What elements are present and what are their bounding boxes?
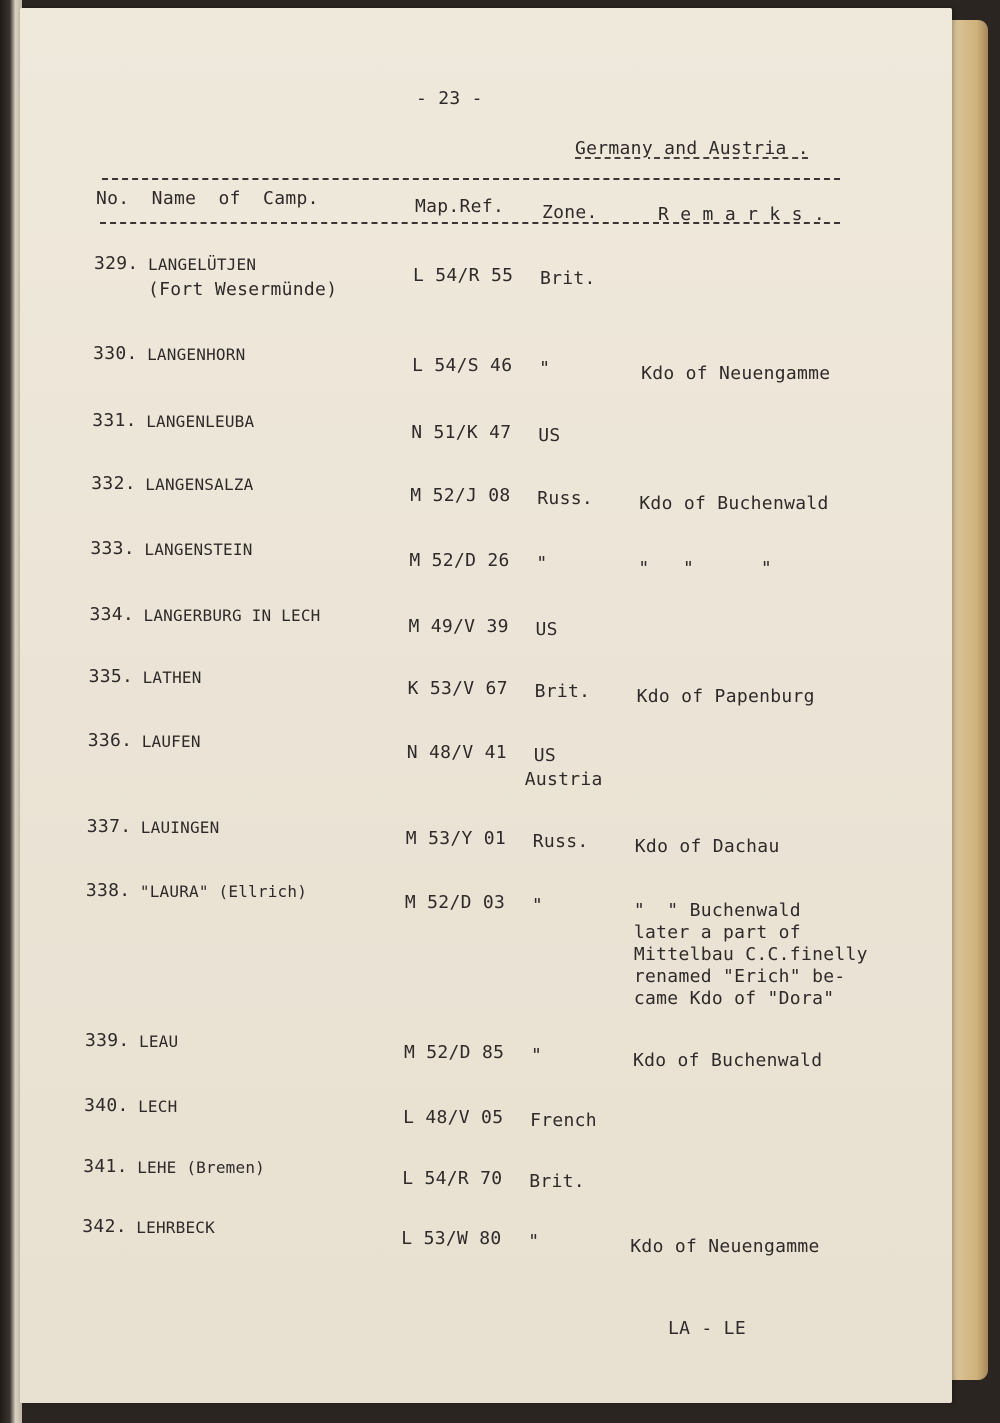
row-number: 331. bbox=[92, 410, 137, 431]
zone: US bbox=[535, 619, 558, 640]
zone: " bbox=[528, 1231, 540, 1252]
divider-top bbox=[102, 178, 840, 180]
camp-name: LATHEN bbox=[142, 668, 202, 687]
row-number: 342. bbox=[82, 1216, 127, 1237]
camp-name: LEAU bbox=[139, 1032, 179, 1051]
book-binding bbox=[0, 0, 22, 1423]
map-reference: M 52/D 85 bbox=[404, 1042, 505, 1063]
zone: Russ. bbox=[532, 831, 589, 852]
page-number: - 23 - bbox=[416, 88, 483, 109]
remark-line: Kdo of Buchenwald bbox=[633, 1050, 823, 1071]
map-reference: L 54/R 55 bbox=[413, 265, 514, 286]
row-number: 340. bbox=[84, 1095, 129, 1116]
row-number: 333. bbox=[90, 538, 135, 559]
map-reference: M 52/D 26 bbox=[409, 550, 510, 571]
column-header-name: No. Name of Camp. bbox=[96, 188, 319, 209]
remark-line: renamed "Erich" be- bbox=[633, 966, 846, 987]
zone: US bbox=[538, 425, 561, 446]
row-number: 329. bbox=[94, 253, 139, 274]
map-reference: K 53/V 67 bbox=[407, 678, 508, 699]
remark-line: came Kdo of "Dora" bbox=[633, 988, 835, 1009]
row-number: 332. bbox=[91, 473, 136, 494]
zone: " bbox=[536, 553, 548, 574]
row-number: 341. bbox=[83, 1156, 128, 1177]
map-reference: M 49/V 39 bbox=[408, 616, 509, 637]
zone: " bbox=[531, 895, 544, 916]
camp-name: LANGENLEUBA bbox=[146, 412, 255, 431]
map-reference: N 51/K 47 bbox=[411, 422, 512, 443]
region-heading: Germany and Austria . bbox=[575, 138, 809, 159]
row-number: 335. bbox=[88, 666, 134, 687]
map-reference: M 52/D 03 bbox=[404, 892, 506, 913]
column-header-remarks: R e m a r k s . bbox=[658, 204, 826, 225]
camp-name: LEHRBECK bbox=[136, 1218, 215, 1237]
remark-line: later a part of bbox=[633, 922, 801, 943]
remark-line: Kdo of Papenburg bbox=[636, 686, 815, 707]
zone-note: Austria bbox=[524, 769, 603, 790]
row-number: 337. bbox=[86, 816, 132, 837]
remark-line: Mittelbau C.C.finelly bbox=[633, 944, 868, 965]
zone: US bbox=[533, 745, 556, 766]
zone: French bbox=[530, 1110, 597, 1131]
remark-line: " " Buchenwald bbox=[633, 900, 801, 921]
camp-name: LEHE (Bremen) bbox=[137, 1158, 266, 1177]
camp-name: LAUINGEN bbox=[140, 818, 220, 837]
zone: Brit. bbox=[540, 268, 596, 289]
camp-name: LANGENSALZA bbox=[145, 475, 254, 494]
column-header-zone: Zone. bbox=[542, 202, 598, 223]
divider-header bbox=[100, 222, 840, 224]
remark-line: Kdo of Dachau bbox=[634, 836, 780, 857]
remark-line: Kdo of Neuengamme bbox=[630, 1236, 820, 1257]
remark-line: " " " bbox=[638, 558, 773, 579]
map-reference: L 53/W 80 bbox=[401, 1228, 502, 1249]
row-number: 338. bbox=[85, 880, 131, 901]
row-number: 336. bbox=[87, 730, 133, 751]
camp-name: LANGENSTEIN bbox=[144, 540, 253, 559]
zone: Brit. bbox=[534, 681, 591, 702]
row-number: 339. bbox=[85, 1030, 130, 1051]
map-reference: L 54/R 70 bbox=[402, 1168, 503, 1189]
column-header-mapref: Map.Ref. bbox=[415, 196, 505, 217]
camp-name-note: (Fort Wesermünde) bbox=[148, 279, 338, 300]
map-reference: L 54/S 46 bbox=[412, 355, 513, 376]
camp-name: LANGERBURG IN LECH bbox=[143, 606, 321, 625]
page-footer: LA - LE bbox=[668, 1318, 746, 1339]
map-reference: N 48/V 41 bbox=[406, 742, 507, 763]
zone: Brit. bbox=[529, 1171, 585, 1192]
camp-name: LANGELÜTJEN bbox=[148, 255, 257, 274]
zone: Russ. bbox=[537, 488, 593, 509]
map-reference: L 48/V 05 bbox=[403, 1107, 504, 1128]
document-page bbox=[20, 8, 952, 1403]
camp-name: LECH bbox=[138, 1097, 178, 1116]
row-number: 334. bbox=[89, 604, 135, 625]
camp-name: LAUFEN bbox=[141, 732, 201, 751]
zone: " bbox=[539, 358, 551, 379]
remark-line: Kdo of Buchenwald bbox=[639, 493, 829, 514]
zone: " bbox=[531, 1045, 543, 1066]
camp-name: "LAURA" (Ellrich) bbox=[139, 882, 308, 901]
row-number: 330. bbox=[93, 343, 138, 364]
map-reference: M 52/J 08 bbox=[410, 485, 511, 506]
camp-name: LANGENHORN bbox=[147, 345, 246, 364]
map-reference: M 53/Y 01 bbox=[405, 828, 507, 849]
remark-line: Kdo of Neuengamme bbox=[641, 363, 831, 384]
